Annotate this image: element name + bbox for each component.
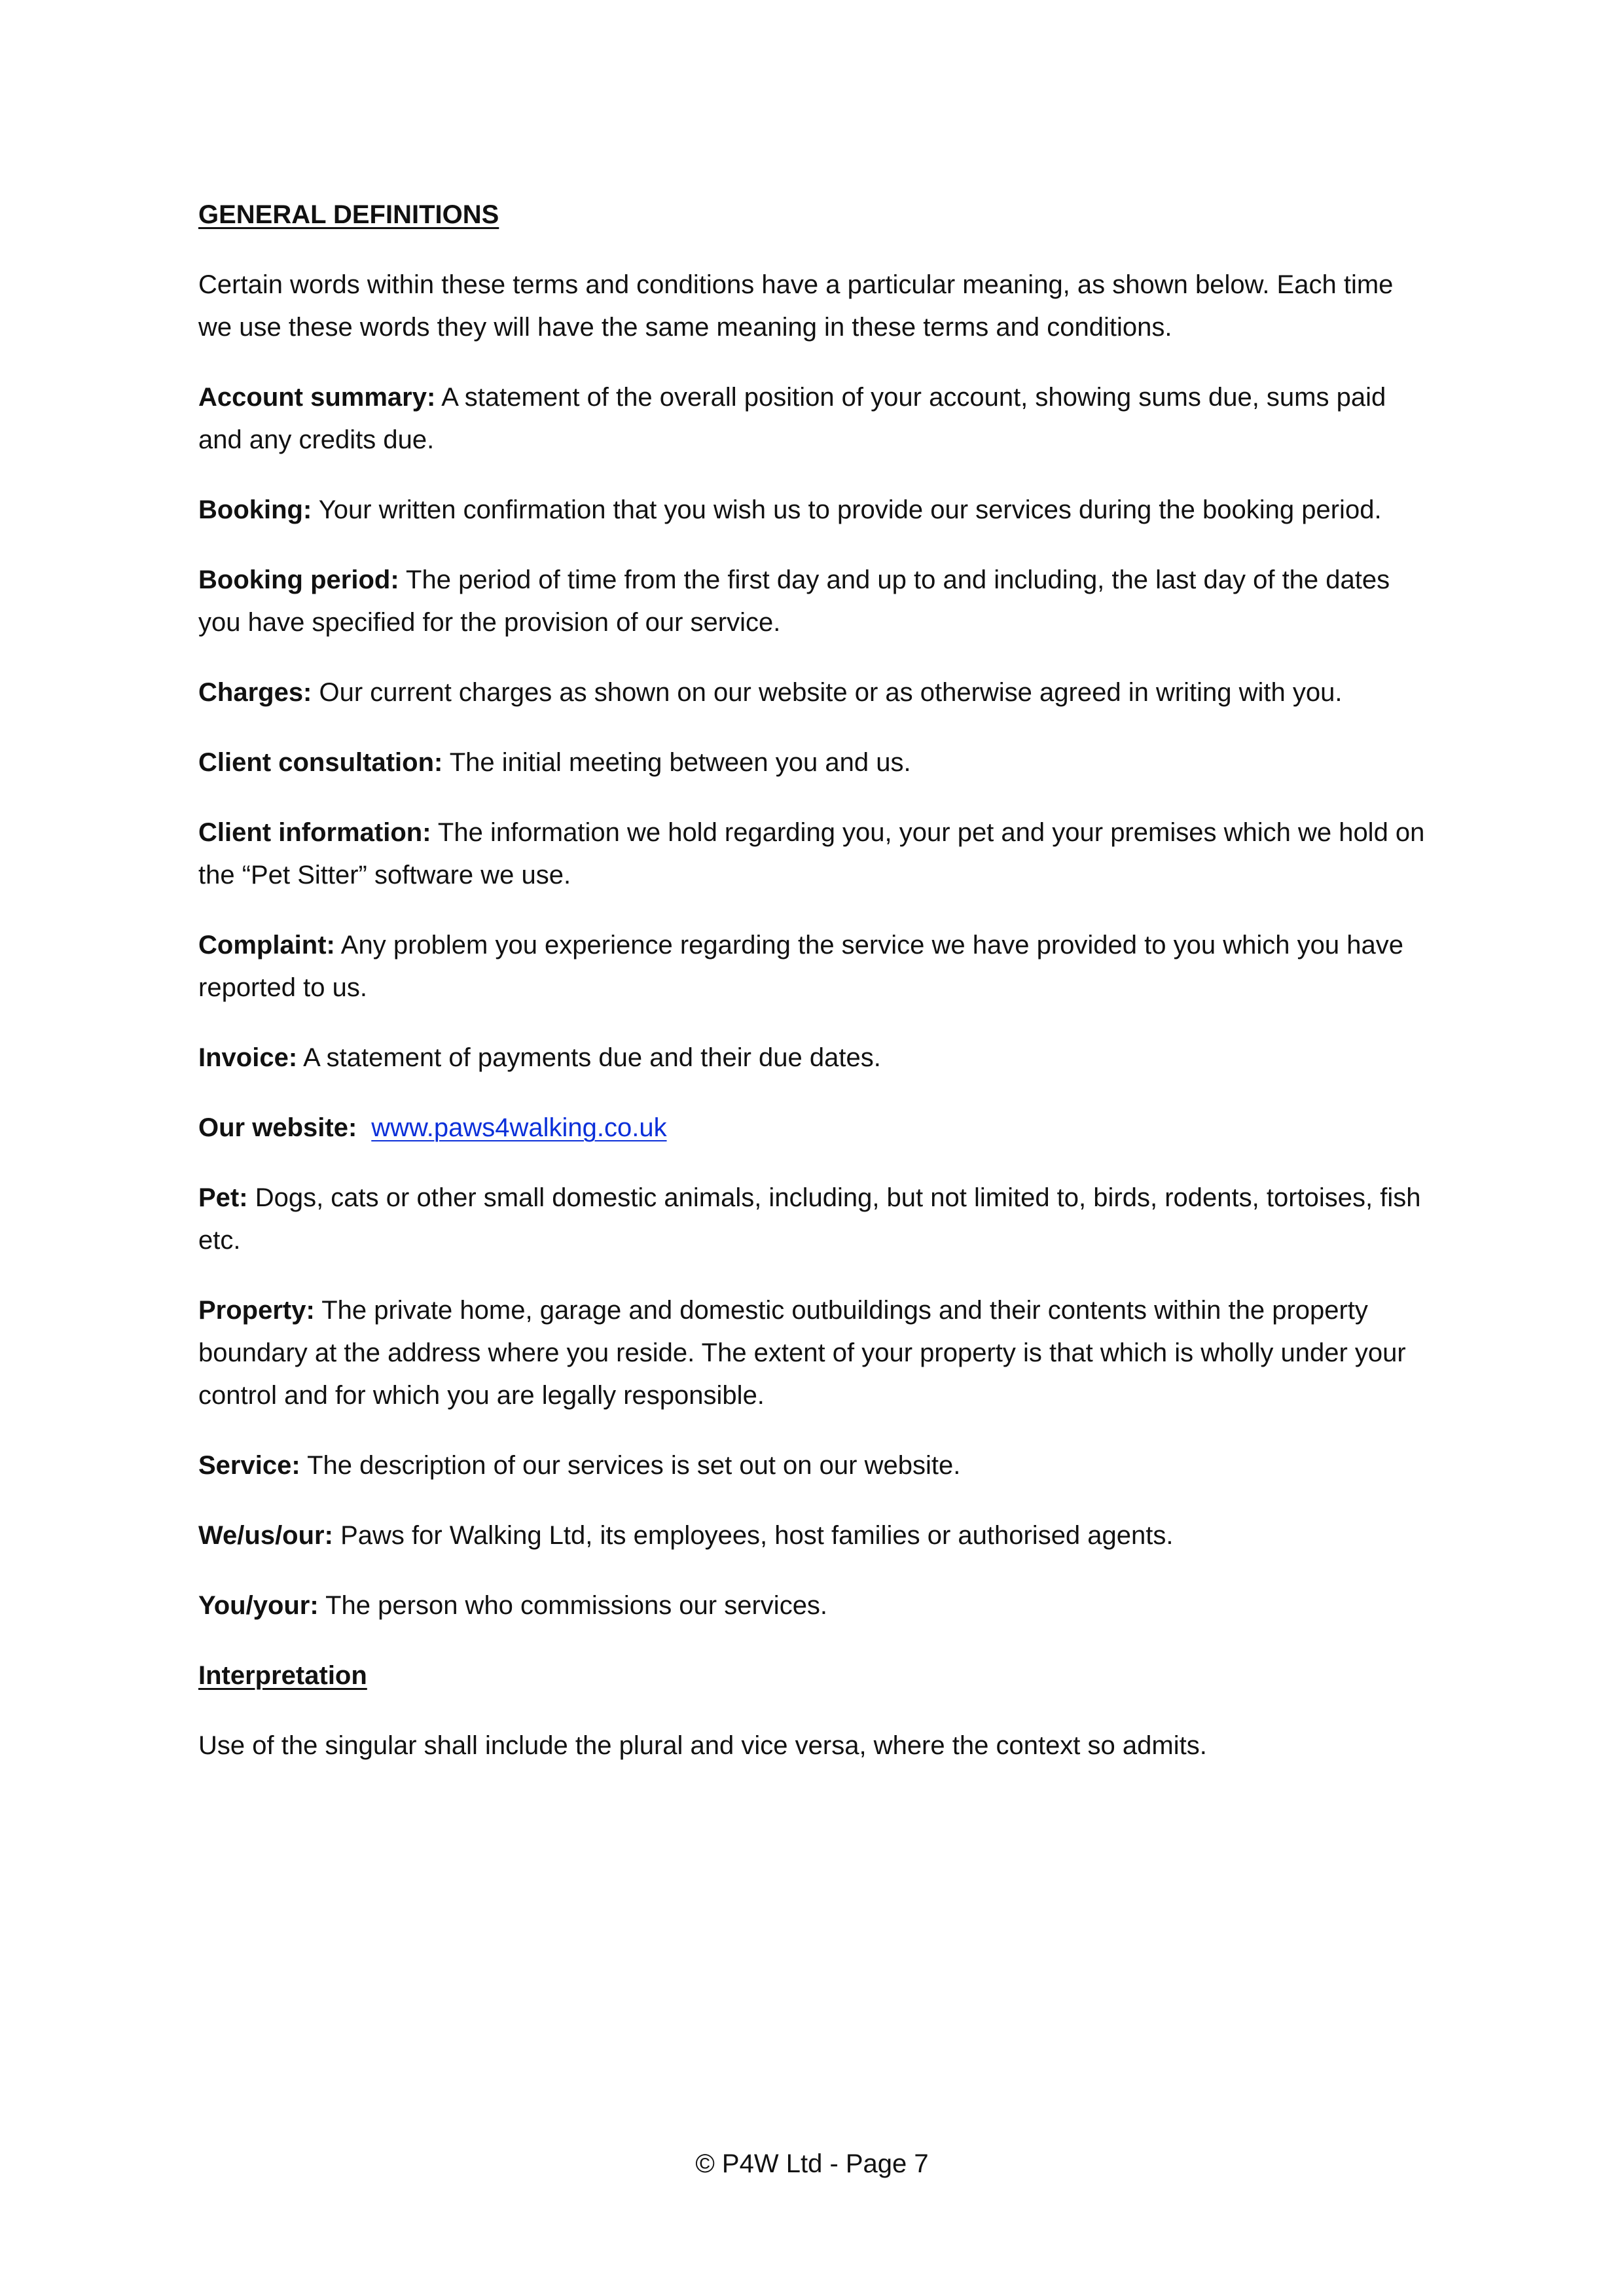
definition-term: Service: [198,1451,300,1480]
definition-term: Property: [198,1296,315,1325]
definition-text: A statement of payments due and their due dates. [303,1043,881,1072]
definition-term: Client information: [198,818,431,847]
definition-term: Invoice: [198,1043,298,1072]
interpretation-heading: Interpretation [198,1661,367,1690]
definition-text: The private home, garage and domestic outbuildings and their contents within the property boundary at the address where you reside. The extent of your property is that which is wholly under your control and for which you are legally responsible. [198,1296,1406,1410]
definition-text: The description of our services is set out on our website. [307,1451,961,1480]
definition-charges [198,672,1429,714]
definition-booking-period [198,559,1429,644]
definition-you-your [198,1585,1429,1627]
definition-service [198,1444,1429,1487]
definition-term: Complaint: [198,931,335,960]
intro-paragraph: Certain words within these terms and conditions have a particular meaning, as shown below. Each time we use these words they will have the same meaning in these terms and conditions. [198,270,1394,342]
definition-term: Charges: [198,678,312,707]
interpretation-paragraph: Use of the singular shall include the plural and vice versa, where the context so admits. [198,1731,1207,1760]
definition-text: The period of time from the first day and up to and including, the last day of the dates you have specified for the provision of our service. [198,565,1390,637]
definition-text: Our current charges as shown on our website or as otherwise agreed in writing with you. [319,678,1343,707]
definition-term: Booking: [198,495,312,524]
definition-term: Our website: [198,1113,357,1142]
general-definitions-heading: GENERAL DEFINITIONS [198,200,499,229]
definition-invoice [198,1037,1429,1079]
definition-text: Paws for Walking Ltd, its employees, host families or authorised agents. [340,1521,1174,1550]
definition-text: The initial meeting between you and us. [449,748,911,777]
definition-booking [198,489,1429,531]
website-link[interactable]: www.paws4walking.co.uk [371,1113,667,1142]
definition-term: Booking period: [198,565,399,594]
definition-term: You/your: [198,1591,319,1620]
page-footer: © P4W Ltd - Page 7 [695,2149,929,2178]
definition-client-consultation [198,742,1429,784]
definition-complaint [198,924,1429,1009]
definition-text: Your written confirmation that you wish us to provide our services during the booking period. [318,495,1382,524]
definition-term: Pet: [198,1183,248,1212]
definition-client-information [198,812,1429,897]
definition-text: Dogs, cats or other small domestic animals, including, but not limited to, birds, rodents, tortoises, fish etc. [198,1183,1421,1255]
definition-we-us-our [198,1515,1429,1557]
page-content [198,194,1429,1795]
definition-term: Account summary: [198,383,436,412]
definition-account-summary [198,376,1429,461]
definition-our-website [198,1107,1429,1149]
definition-text: A statement of the overall position of your account, showing sums due, sums paid and any credits due. [198,383,1386,454]
definition-term: Client consultation: [198,748,443,777]
definition-property [198,1289,1429,1417]
definition-pet [198,1177,1429,1262]
definition-term: We/us/our: [198,1521,333,1550]
definition-text: The information we hold regarding you, your pet and your premises which we hold on the “Pet Sitter” software we use. [198,818,1425,889]
definition-text: Any problem you experience regarding the service we have provided to you which you have reported to us. [198,931,1403,1002]
definition-text: The person who commissions our services. [325,1591,828,1620]
